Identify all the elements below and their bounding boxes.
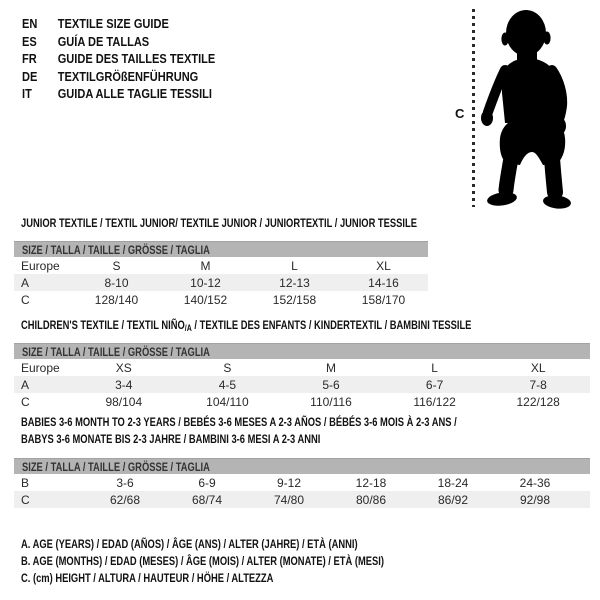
children-section-title [21, 317, 598, 337]
row-label: C [21, 394, 30, 409]
size-header-text: SIZE / TALLA / TAILLE / GRÖSSE / TAGLIA [22, 459, 210, 474]
size-value: 18-24 [437, 475, 469, 490]
babies-title-line-2-text: BABYS 3-6 MONATE BIS 2-3 JAHRE / BAMBINI 3-6 MESI A 2-3 ANNI [21, 432, 321, 446]
row-label: C [21, 492, 30, 507]
size-value: 104/110 [206, 394, 249, 409]
size-value: 7-8 [529, 377, 547, 392]
row-label: Europe [21, 258, 60, 273]
table-row [14, 474, 590, 491]
size-value: XL [376, 258, 391, 273]
size-header-text: SIZE / TALLA / TAILLE / GRÖSSE / TAGLIA [22, 344, 210, 359]
size-value: L [291, 258, 298, 273]
language-row [22, 50, 215, 68]
size-value: 9-12 [276, 475, 302, 490]
size-value: 110/116 [310, 394, 352, 409]
babies-section-title [21, 414, 580, 448]
footnotes [21, 536, 486, 587]
table-row [14, 257, 428, 274]
junior-table-body [14, 257, 428, 308]
size-value: 152/158 [272, 292, 317, 307]
size-value: S [112, 258, 121, 273]
row-label: B [21, 475, 30, 490]
row-label: Europe [21, 360, 60, 375]
table-row [14, 291, 428, 308]
babies-table-body [14, 474, 590, 508]
language-row [22, 15, 215, 33]
size-value: 140/152 [183, 292, 228, 307]
size-value: 116/122 [413, 394, 456, 409]
table-row [14, 393, 590, 410]
size-value: 10-12 [190, 275, 221, 290]
table-row [14, 491, 590, 508]
size-value: 74/80 [273, 492, 305, 507]
row-label: C [21, 292, 30, 307]
language-code: ES [22, 33, 37, 49]
language-title: GUIDE DES TAILLES TEXTILE [57, 51, 216, 67]
size-value: L [431, 360, 438, 375]
language-row [22, 68, 215, 86]
size-value: S [223, 360, 232, 375]
babies-title-line-2 [21, 431, 580, 448]
footnote-c [21, 570, 486, 587]
size-value: 3-4 [115, 377, 133, 392]
size-value: 14-16 [368, 275, 399, 290]
size-value: XS [115, 360, 132, 375]
children-section-title-text [21, 317, 471, 337]
size-value: 5-6 [322, 377, 340, 392]
size-header-bar [14, 458, 590, 474]
size-value: 158/170 [361, 292, 406, 307]
language-row [22, 33, 215, 51]
size-value: 98/104 [105, 394, 143, 409]
junior-size-table [14, 241, 428, 308]
size-header-bar [14, 241, 428, 257]
junior-section-title-text: JUNIOR TEXTILE / TEXTIL JUNIOR/ TEXTILE JUNIOR / JUNIORTEXTIL / JUNIOR TESSILE [21, 216, 417, 230]
size-value: 86/92 [437, 492, 469, 507]
language-title-list [22, 15, 249, 103]
size-value: 4-5 [218, 377, 237, 392]
children-title-post: / TEXTILE DES ENFANTS / KINDERTEXTIL / BAMBINI TESSILE [191, 318, 472, 332]
size-value: 92/98 [519, 492, 551, 507]
size-value: 12-13 [279, 275, 310, 290]
size-value: 6-7 [425, 377, 444, 392]
language-row [22, 85, 215, 103]
language-title: GUÍA DE TALLAS [57, 33, 150, 49]
language-code: FR [22, 51, 37, 67]
footnote-a [21, 536, 486, 553]
babies-size-table [14, 458, 590, 508]
row-label: A [21, 377, 30, 392]
size-header-bar [14, 343, 590, 359]
language-code: DE [22, 68, 38, 84]
babies-title-line-1-text: BABIES 3-6 MONTH TO 2-3 YEARS / BEBÉS 3-6 MESES A 2-3 AÑOS / BÉBÉS 3-6 MOIS À 2-3 ANS / [21, 415, 457, 429]
table-row [14, 376, 590, 393]
language-code: EN [22, 16, 38, 32]
language-title: TEXTILE SIZE GUIDE [57, 16, 169, 32]
footnote-a-text: A. AGE (YEARS) / EDAD (AÑOS) / ÂGE (ANS) / ALTER (JAHRE) / ETÀ (ANNI) [21, 537, 358, 551]
size-value: 122/128 [516, 394, 560, 409]
size-value: M [325, 360, 336, 375]
size-value: 12-18 [355, 475, 387, 490]
baby-silhouette-icon [475, 8, 595, 213]
language-code: IT [22, 86, 32, 102]
row-label: A [21, 275, 30, 290]
size-value: XL [530, 360, 546, 375]
size-value: M [200, 258, 211, 273]
children-table-body [14, 359, 590, 410]
height-measure-label: C [455, 106, 465, 121]
footnote-b [21, 553, 486, 570]
size-value: 3-6 [116, 475, 134, 490]
size-value: 68/74 [191, 492, 223, 507]
language-title: TEXTILGRÖßENFÜHRUNG [57, 68, 199, 84]
language-title: GUIDA ALLE TAGLIE TESSILI [57, 86, 213, 102]
junior-section-title [21, 215, 529, 232]
table-row [14, 359, 590, 376]
footnote-c-text: C. (cm) HEIGHT / ALTURA / HAUTEUR / HÖHE / ALTEZZA [21, 571, 274, 585]
size-value: 80/86 [355, 492, 387, 507]
size-header-text: SIZE / TALLA / TAILLE / GRÖSSE / TAGLIA [22, 242, 210, 257]
table-row [14, 274, 428, 291]
children-size-table [14, 343, 590, 410]
size-value: 62/68 [109, 492, 141, 507]
size-value: 6-9 [198, 475, 216, 490]
children-title-subscript: /A [184, 323, 192, 333]
size-value: 128/140 [94, 292, 139, 307]
size-value: 8-10 [104, 275, 129, 290]
footnote-b-text: B. AGE (MONTHS) / EDAD (MESES) / ÂGE (MOIS) / ALTER (MONATE) / ETÀ (MESI) [21, 554, 384, 568]
size-value: 24-36 [519, 475, 551, 490]
babies-title-line-1 [21, 414, 580, 431]
children-title-pre: CHILDREN'S TEXTILE / TEXTIL NIÑO [21, 318, 185, 332]
